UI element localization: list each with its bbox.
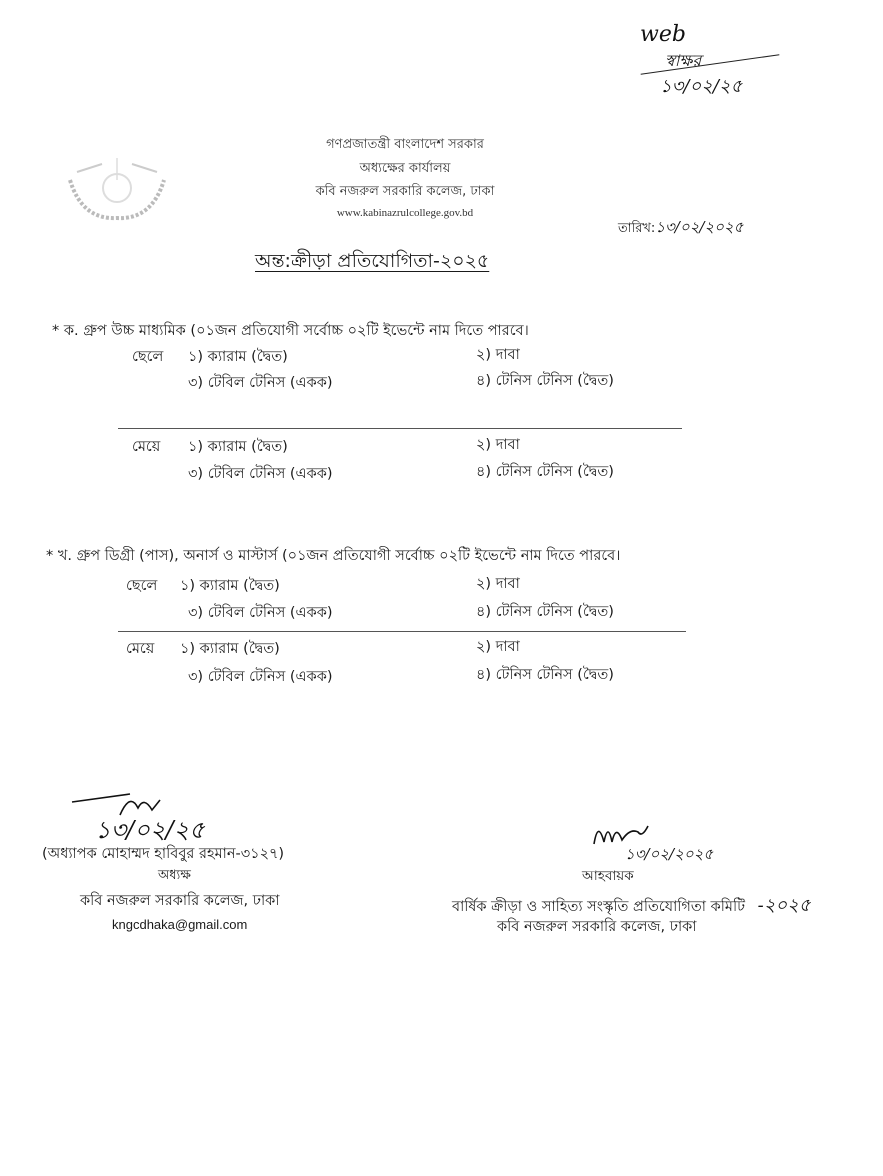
event-item: ২) দাবা	[476, 639, 520, 655]
date-value: ১৩/০২/২০২৫	[655, 218, 744, 236]
event-item: ৪) টেনিস টেনিস (দ্বৈত)	[476, 373, 614, 389]
section-label: ছেলে	[126, 578, 158, 594]
event-item: ৪) টেনিস টেনিস (দ্বৈত)	[476, 464, 614, 480]
committee-year: -২০২৫	[757, 895, 811, 916]
college-seal-icon	[62, 150, 172, 225]
event-item: ৪) টেনিস টেনিস (দ্বৈত)	[476, 667, 614, 683]
convener-institution: কবি নজরুল সরকারি কলেজ, ঢাকা	[497, 919, 697, 935]
letterhead-college: কবি নজরুল সরকারি কলেজ, ঢাকা	[315, 184, 495, 199]
convener-designation: আহবায়ক	[582, 868, 634, 884]
event-item: ৩) টেবিল টেনিস (একক)	[188, 466, 333, 482]
principal-signature-date: ১৩/০২/২৫	[95, 816, 205, 844]
committee-title: বার্ষিক ক্রীড়া ও সাহিত্য সংস্কৃতি প্রতিযোগিতা কমিটি	[452, 899, 746, 915]
event-item: ১) ক্যারাম (দ্বৈত)	[180, 641, 280, 657]
handwritten-sign: স্বাক্ষর	[665, 51, 702, 70]
event-item: ২) দাবা	[476, 437, 520, 453]
principal-designation: অধ্যক্ষ	[158, 868, 191, 883]
convener-signature-date: ১৩/০২/২০২৫	[625, 845, 714, 863]
group-heading: * ক. গ্রুপ উচ্চ মাধ্যমিক (০১জন প্রতিযোগী সর্বোচ্চ ০২টি ইভেন্টে নাম দিতে পারবে।	[52, 323, 529, 339]
event-item: ১) ক্যারাম (দ্বৈত)	[188, 349, 288, 365]
section-label: মেয়ে	[126, 641, 155, 657]
principal-name: (অধ্যাপক মোহাম্মদ হাবিবুর রহমান-৩১২৭)	[42, 846, 285, 862]
event-item: ৪) টেনিস টেনিস (দ্বৈত)	[476, 604, 614, 620]
letterhead-government: গণপ্রজাতন্ত্রী বাংলাদেশ সরকার	[326, 137, 484, 152]
event-item: ১) ক্যারাম (দ্বৈত)	[188, 439, 288, 455]
group-heading: * খ. গ্রুপ ডিগ্রী (পাস), অনার্স ও মাস্টার্স (০১জন প্রতিযোগী সর্বোচ্চ ০২টি ইভেন্টে নাম দিতে পারবে।	[46, 548, 621, 564]
section-divider	[118, 428, 682, 429]
section-divider	[118, 631, 686, 632]
letterhead-office: অধ্যক্ষের কার্যালয়	[359, 161, 451, 176]
event-item: ৩) টেবিল টেনিস (একক)	[188, 669, 333, 685]
page-title: অন্ত:ক্রীড়া প্রতিযোগিতা-২০২৫	[255, 250, 490, 272]
event-item: ২) দাবা	[476, 576, 520, 592]
event-item: ১) ক্যারাম (দ্বৈত)	[180, 578, 280, 594]
section-label: মেয়ে	[132, 439, 161, 455]
date-line	[618, 216, 743, 241]
principal-email: kngcdhaka@gmail.com	[112, 917, 248, 932]
date-label: তারিখ:	[618, 221, 656, 236]
event-item: ৩) টেবিল টেনিস (একক)	[188, 605, 333, 621]
section-label: ছেলে	[132, 349, 164, 365]
event-item: ৩) টেবিল টেনিস (একক)	[188, 375, 333, 391]
handwritten-web: web	[640, 22, 686, 47]
event-item: ২) দাবা	[476, 347, 520, 363]
letterhead-website: www.kabinazrulcollege.gov.bd	[336, 207, 474, 219]
handwritten-date: ১৩/০২/২৫	[660, 76, 743, 97]
principal-institution: কবি নজরুল সরকারি কলেজ, ঢাকা	[80, 893, 280, 909]
